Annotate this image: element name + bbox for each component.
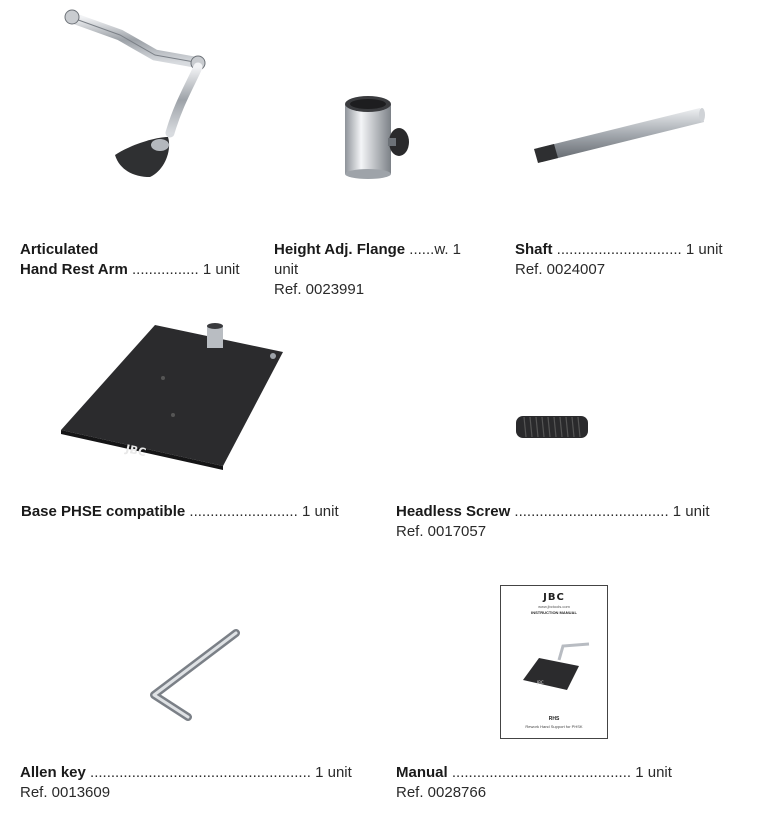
item-ref: Ref. 0028766 bbox=[396, 784, 487, 801]
item-dots: .......................... bbox=[189, 503, 298, 520]
item-name: Headless Screw bbox=[396, 503, 511, 520]
item-ref: Ref. 0024007 bbox=[515, 261, 606, 278]
item-dots: ..................................................... bbox=[90, 764, 311, 781]
articulated-arm-image bbox=[60, 5, 220, 190]
item-dots: .............................. bbox=[556, 241, 682, 258]
item-qty: 1 unit bbox=[672, 503, 710, 520]
item-dots: ........................................... bbox=[451, 764, 632, 781]
item-shaft bbox=[515, 240, 723, 280]
item-articulated-arm bbox=[20, 240, 240, 280]
manual-cover-image bbox=[500, 585, 608, 739]
manual-base-illustration bbox=[519, 638, 594, 693]
headless-screw-image bbox=[512, 410, 592, 442]
item-name: Height Adj. Flange bbox=[274, 241, 406, 258]
item-dots: ..................................... bbox=[514, 503, 669, 520]
item-base bbox=[21, 502, 339, 522]
item-manual bbox=[396, 763, 672, 803]
item-name-line2: Hand Rest Arm bbox=[20, 261, 128, 278]
manual-url: www.jbctools.com bbox=[538, 604, 570, 609]
item-qty: 1 unit bbox=[202, 261, 240, 278]
item-qty: 1 unit bbox=[315, 764, 352, 781]
item-name: Manual bbox=[396, 764, 448, 781]
manual-model: RHS bbox=[548, 716, 560, 722]
manual-base-logo: JBC bbox=[537, 680, 544, 685]
manual-heading: INSTRUCTION MANUAL bbox=[531, 610, 577, 615]
item-allen-key bbox=[20, 763, 352, 803]
item-ref: Ref. 0017057 bbox=[396, 523, 487, 540]
item-ref: Ref. 0013609 bbox=[20, 784, 111, 801]
item-qty: 1 unit bbox=[685, 241, 723, 258]
item-height-flange bbox=[274, 240, 461, 300]
base-plate-image bbox=[55, 320, 290, 470]
allen-key-image bbox=[142, 625, 242, 725]
item-qty: 1 unit bbox=[301, 503, 339, 520]
item-ref: Ref. 0023991 bbox=[274, 281, 365, 298]
item-dots: ...... bbox=[409, 241, 435, 258]
item-name-line1: Articulated bbox=[20, 241, 99, 258]
manual-subtitle: Rework Hand Support for PHSK bbox=[525, 724, 583, 729]
item-name: Base PHSE compatible bbox=[21, 503, 186, 520]
item-dots: ................ bbox=[131, 261, 199, 278]
height-flange-image bbox=[335, 92, 415, 182]
shaft-image bbox=[530, 100, 710, 170]
item-qty: w. 1 bbox=[434, 241, 461, 258]
item-qty: 1 unit bbox=[635, 764, 672, 781]
manual-logo: JBC bbox=[543, 592, 565, 603]
base-logo: JBC bbox=[124, 442, 148, 460]
item-headless-screw bbox=[396, 502, 710, 542]
item-name: Allen key bbox=[20, 764, 86, 781]
item-name: Shaft bbox=[515, 241, 553, 258]
item-qty-cont: unit bbox=[274, 261, 299, 278]
